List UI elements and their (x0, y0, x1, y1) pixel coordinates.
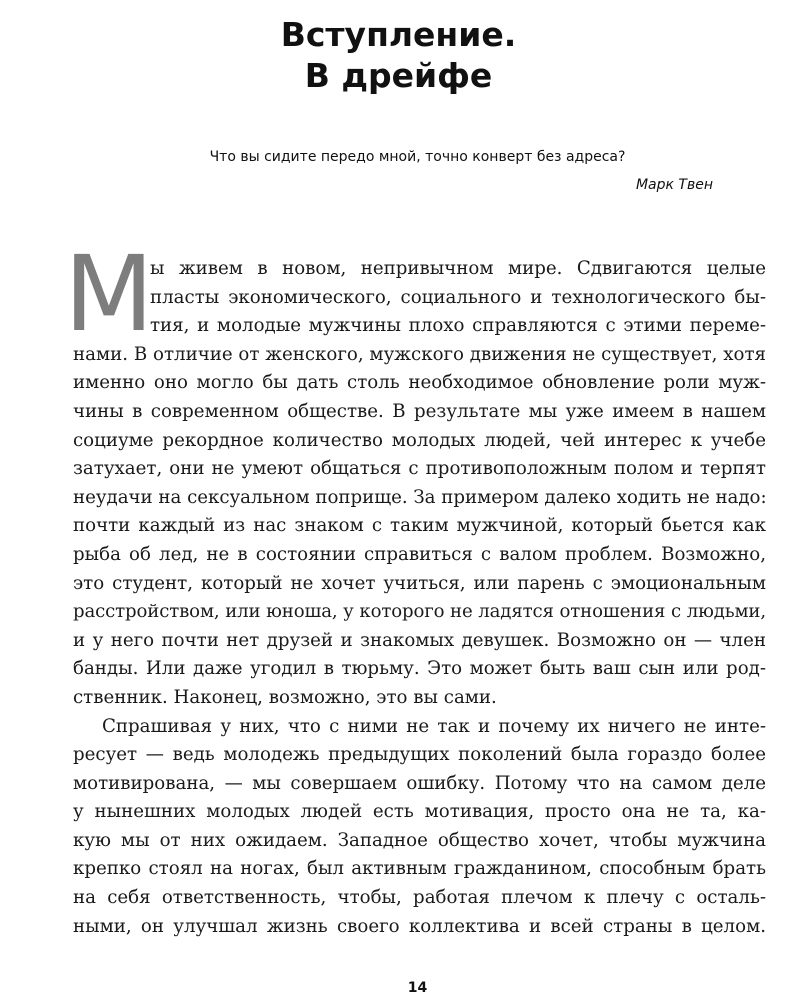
body-line-4: нами. В отличие от женского, мужского движения не существует, хотя (73, 343, 766, 365)
body-line-7: социуме рекордное количество молодых людей, чей интерес к учебе (73, 429, 766, 451)
body-line-13: расстройством, или юноша, у которого не ладятся отношения с людьми, (73, 601, 766, 623)
body-line-3: тия, и молодые мужчины плохо справляются с этими переме- (150, 315, 766, 337)
drop-cap-letter: М (64, 233, 154, 355)
body-line-2: пласты экономического, социального и технологического бы- (150, 286, 766, 308)
body-line-10: почти каждый из нас знаком с таким мужчиной, который бьется как (73, 515, 766, 537)
body-line-15: банды. Или даже угодил в тюрьму. Это может быть ваш сын или род- (73, 658, 766, 680)
chapter-title (0, 14, 797, 96)
body-line-21: кую мы от них ожидаем. Западное общество хочет, чтобы мужчина (73, 829, 766, 851)
body-line-16: ственник. Наконец, возможно, это вы сами. (73, 686, 497, 708)
chapter-title-line-2: В дрейфе (304, 56, 493, 95)
body-line-1: ы живем в новом, непривычном мире. Сдвигаются целые (150, 258, 766, 279)
body-line-9: неудачи на сексуальном поприще. За примером далеко ходить не надо: (73, 486, 767, 508)
body-line-22: крепко стоял на ногах, был активным гражданином, способным брать (73, 858, 766, 880)
body-text (73, 255, 766, 941)
body-line-18: ресует — ведь молодежь предыдущих поколений была гораздо более (73, 744, 766, 766)
body-line-17: Спрашивая у них, что с ними не так и почему их ничего не инте- (102, 715, 766, 737)
body-line-8: затухает, они не умеют общаться с противоположным полом и терпят (73, 458, 766, 480)
body-line-20: у нынешних молодых людей есть мотивация, просто она не та, ка- (73, 801, 766, 823)
epigraph-author: Марк Твен (635, 177, 713, 193)
body-line-14: и у него почти нет друзей и знакомых девушек. Возможно он — член (73, 629, 766, 651)
body-line-24: ными, он улучшал жизнь своего коллектива и всей страны в целом. (73, 915, 766, 937)
body-line-23: на себя ответственность, чтобы, работая плечом к плечу с осталь- (73, 887, 766, 909)
body-line-5: именно оно могло бы дать столь необходимое обновление роли муж- (73, 372, 766, 394)
epigraph-quote: Что вы сидите передо мной, точно конверт без адреса? (209, 149, 626, 165)
body-line-11: рыба об лед, не в состоянии справиться с валом проблем. Возможно, (73, 543, 766, 565)
page-number: 14 (407, 980, 428, 996)
body-line-6: чины в современном обществе. В результате мы уже имеем в нашем (73, 400, 766, 422)
body-line-12: это студент, который не хочет учиться, или парень с эмоциональным (73, 572, 766, 594)
chapter-title-line-1: Вступление. (280, 15, 517, 54)
body-line-19: мотивирована, — мы совершаем ошибку. Потому что на самом деле (73, 772, 766, 794)
